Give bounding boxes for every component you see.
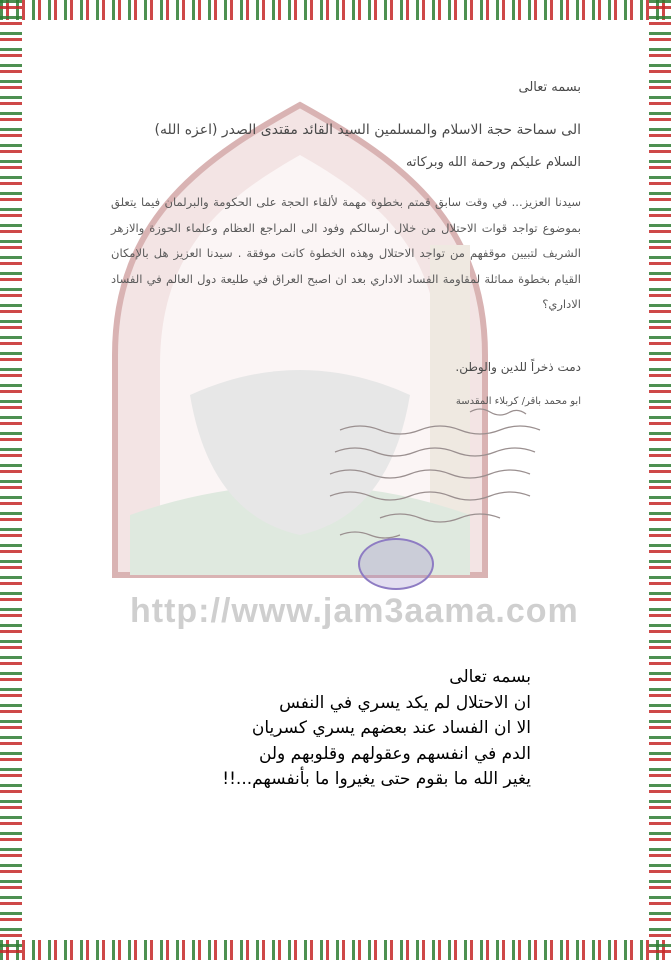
letter-signature: ابو محمد باقر/ كربلاء المقدسة <box>455 396 581 407</box>
transcription-line: يغير الله ما بقوم حتى يغيروا ما بأنفسهم...!! <box>222 769 531 789</box>
decorative-border-top <box>0 0 671 20</box>
transcription-line: الا ان الفساد عند بعضهم يسري كسريان <box>251 718 531 738</box>
typed-transcription <box>11 665 531 793</box>
letter-body: سيدنا العزيز... في وقت سابق قمتم بخطوة مهمة لألقاء الحجة على الحكومة والبرلمان فيما يتعلق بموضوع تواجد قوات الاحتلال من خلال ارسالكم وفود الى المراجع العظام وعلماء الحوزة والازهر الشريف لتبيين موقفهم من تواجد الاحتلال وهذه الخطوة كانت موفقة . سيدنا العزيز هل بالإمكان القيام بخطوة مماثلة لمقاومة الفساد الاداري بعد ان اصبح العراق في طليعة دول العالم في الفساد الاداري؟ <box>111 195 581 311</box>
letter-salutation: بسمه تعالى <box>518 80 581 95</box>
decorative-border-left <box>0 0 22 960</box>
stamp-seal <box>358 538 434 590</box>
watermark-url: http://www.jam3aama.com <box>130 592 579 630</box>
handwritten-note <box>320 400 560 580</box>
transcription-line: ان الاحتلال لم يكد يسري في النفس <box>279 692 531 713</box>
transcription-line: بسمه تعالى <box>449 667 531 687</box>
letter-closing: دمت ذخراً للدين والوطن. <box>455 360 581 374</box>
letter-addressee: الى سماحة حجة الاسلام والمسلمين السيد القائد مقتدى الصدر (اعزه الله) <box>154 122 581 138</box>
decorative-border-right <box>649 0 671 960</box>
letter-greeting: السلام عليكم ورحمة الله وبركاته <box>405 155 581 170</box>
transcription-line: الدم في انفسهم وعقولهم وقلوبهم ولن <box>258 743 531 764</box>
decorative-border-bottom <box>0 940 671 960</box>
